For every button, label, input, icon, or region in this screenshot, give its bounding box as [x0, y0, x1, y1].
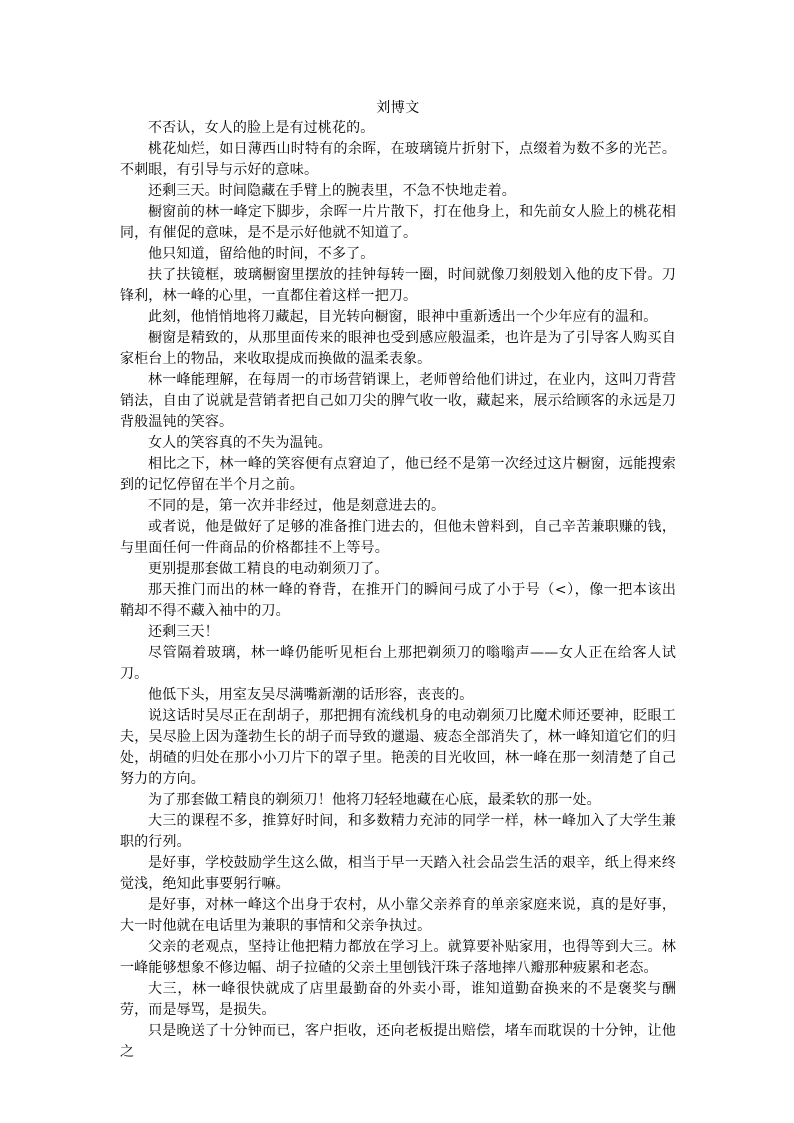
document-page — [120, 98, 676, 1063]
paragraph: 橱窗是精致的，从那里面传来的眼神也受到感应般温柔，也许是为了引导客人购买自家柜台上的物品，来收取提成而换做的温柔表象。 — [120, 330, 676, 367]
paragraph: 此刻，他悄悄地将刀藏起，目光转向橱窗，眼神中重新透出一个少年应有的温和。 — [148, 309, 658, 325]
paragraph: 女人的笑容真的不失为温钝。 — [148, 435, 332, 451]
paragraph: 他低下头，用室友吴尽满嘴新潮的话形容，丧丧的。 — [148, 687, 474, 703]
paragraph: 是好事，对林一峰这个出身于农村，从小靠父亲养育的单亲家庭来说，真的是好事，大一时他就在电话里为兼职的事情和父亲争执过。 — [120, 897, 676, 934]
paragraph: 不同的是，第一次并非经过，他是刻意进去的。 — [148, 498, 446, 514]
paragraph: 大三，林一峰很快就成了店里最勤奋的外卖小哥，谁知道勤奋换来的不是褒奖与酬劳，而是辱骂，是损失。 — [120, 981, 676, 1018]
paragraph: 或者说，他是做好了足够的准备推门进去的，但他未曾料到，自己辛苦兼职赚的钱，与里面任何一件商品的价格都挂不上等号。 — [120, 519, 676, 556]
paragraph: 大三的课程不多，推算好时间，和多数精力充沛的同学一样，林一峰加入了大学生兼职的行列。 — [120, 813, 676, 850]
paragraph: 为了那套做工精良的剃须刀！他将刀轻轻地藏在心底，最柔软的那一处。 — [148, 792, 601, 808]
paragraph: 林一峰能理解，在每周一的市场营销课上，老师曾给他们讲过，在业内，这叫刀背营销法，自由了说就是营销者把自己如刀尖的脾气收一收，藏起来，展示给顾客的永远是刀背般温钝的笑容。 — [120, 372, 676, 430]
paragraph: 不否认，女人的脸上是有过桃花的。 — [148, 120, 375, 136]
paragraph: 只是晚送了十分钟而已，客户拒收，还向老板提出赔偿，堵车而耽误的十分钟，让他之 — [120, 1023, 676, 1060]
paragraph: 扶了扶镜框，玻璃橱窗里摆放的挂钟每转一圈，时间就像刀刻般划入他的皮下骨。刀锋利，林一峰的心里，一直都住着这样一把刀。 — [120, 267, 676, 304]
paragraph: 桃花灿烂，如日薄西山时特有的余晖，在玻璃镜片折射下，点缀着为数不多的光芒。不刺眼，有引导与示好的意味。 — [120, 141, 676, 178]
paragraph: 说这话时吴尽正在刮胡子，那把拥有流线机身的电动剃须刀比魔术师还要神，眨眼工夫，吴尽脸上因为蓬勃生长的胡子而导致的邋遢、疲态全部消失了，林一峰知道它们的归处，胡碴的归处在那小小刀片下的罩子里。艳羡的目光收回，林一峰在那一刻清楚了自己努力的方向。 — [120, 708, 676, 787]
paragraph: 他只知道，留给他的时间，不多了。 — [148, 246, 375, 262]
paragraph: 更别提那套做工精良的电动剃须刀了。 — [148, 561, 389, 577]
paragraph: 尽管隔着玻璃，林一峰仍能听见柜台上那把剃须刀的嗡嗡声——女人正在给客人试刀。 — [120, 645, 676, 682]
paragraph: 相比之下，林一峰的笑容便有点窘迫了，他已经不是第一次经过这片橱窗，远能搜索到的记忆停留在半个月之前。 — [120, 456, 676, 493]
paragraph: 还剩三天。时间隐藏在手臂上的腕表里，不急不快地走着。 — [148, 183, 516, 199]
paragraph: 橱窗前的林一峰定下脚步，余晖一片片散下，打在他身上，和先前女人脸上的桃花相同，有催促的意味，是不是示好他就不知道了。 — [120, 204, 676, 241]
author-name: 刘博文 — [376, 100, 420, 116]
paragraph: 是好事，学校鼓励学生这么做，相当于早一天踏入社会品尝生活的艰辛，纸上得来终觉浅，绝知此事要躬行嘛。 — [120, 855, 676, 892]
paragraph: 那天推门而出的林一峰的脊背，在推开门的瞬间弓成了小于号（<），像一把本该出鞘却不得不藏入袖中的刀。 — [120, 582, 676, 619]
article-body — [120, 118, 676, 1063]
paragraph: 父亲的老观点，坚持让他把精力都放在学习上。就算要补贴家用，也得等到大三。林一峰能够想象不修边幅、胡子拉碴的父亲土里刨钱汗珠子落地摔八瓣那种疲累和老态。 — [120, 939, 676, 976]
paragraph: 还剩三天！ — [148, 624, 219, 640]
